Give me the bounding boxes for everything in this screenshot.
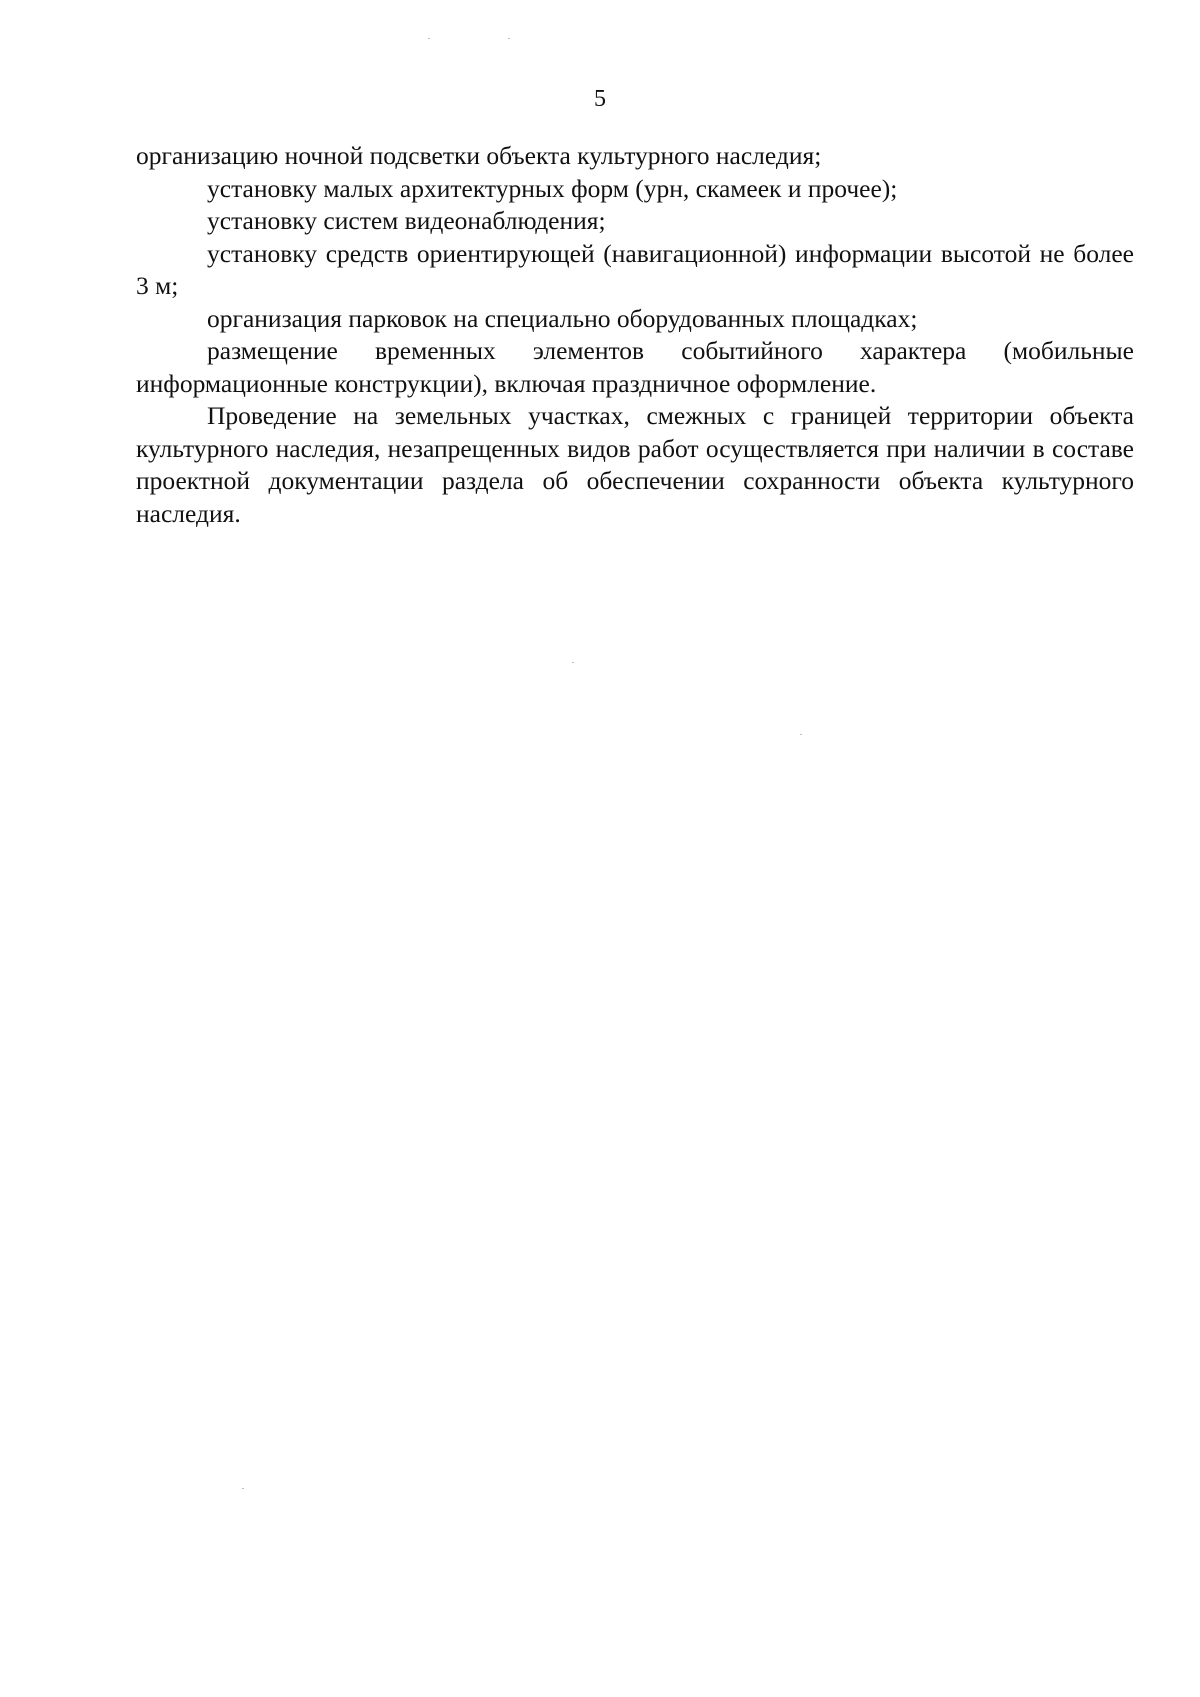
scan-speck [428, 38, 430, 39]
scan-speck [572, 662, 574, 663]
scan-speck [508, 38, 510, 39]
list-item-temporary-elements: размещение временных элементов событийного характера (мобильные информационные конструкции), включая праздничное оформление. [136, 336, 1134, 398]
document-body [136, 140, 1134, 530]
list-item-small-architectural-forms: установку малых архитектурных форм (урн, скамеек и прочее); [207, 173, 898, 203]
list-item-night-lighting: организацию ночной подсветки объекта культурного наследия; [136, 141, 822, 170]
list-item-video-surveillance: установку систем видеонаблюдения; [207, 206, 606, 235]
list-item-parking: организация парковок на специально оборудованных площадках; [207, 303, 918, 333]
scan-speck [800, 734, 802, 735]
page-number: 5 [594, 86, 606, 112]
paragraph-works-conditions: Проведение на земельных участках, смежных с границей территории объекта культурного наследия, незапрещенных видов работ осуществляется при наличии в составе проектной документации раздела об обеспечении сохранности объекта культурного наследия. [136, 401, 1134, 528]
scan-speck [242, 1488, 244, 1489]
list-item-navigation-info: установку средств ориентирующей (навигационной) информации высотой не более 3 м; [136, 238, 1134, 300]
